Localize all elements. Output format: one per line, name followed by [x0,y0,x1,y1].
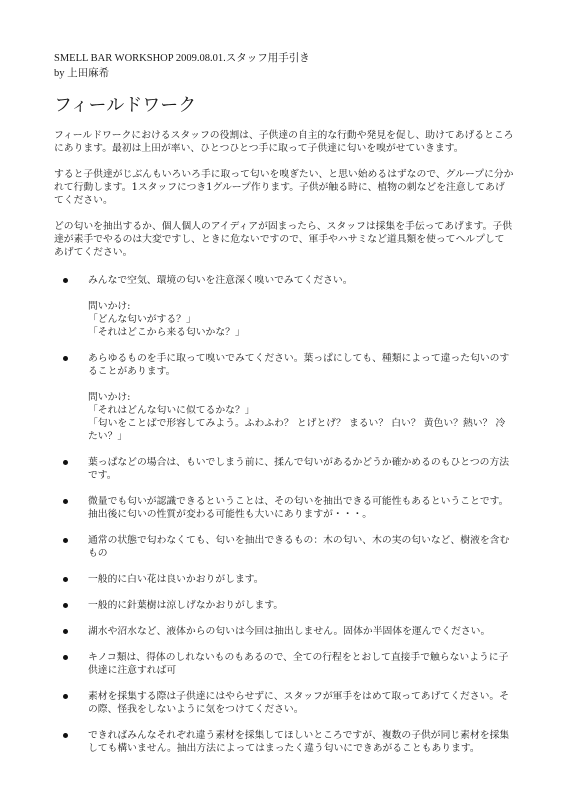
bullet-icon [63,538,68,543]
bullet-icon [63,577,68,582]
list-item [54,651,514,677]
list-item [54,599,514,612]
list-item-text: みんなで空気、環境の匂いを注意深く嗅いでみてください。 [88,275,353,286]
list-item-text: 素材を採集する際は子供達にはやらせずに、スタッフが軍手をはめて取ってあげてください。その際、怪我をしないように気をつけてください。 [88,691,509,715]
question-line: 「それはどこから来る匂いかな？」 [88,327,245,338]
bullet-icon [63,356,68,361]
list-item-text: 一般的に白い花は良いかおりがします。 [88,574,264,585]
question-label: 問いかけ: [88,392,131,403]
list-item [54,573,514,586]
list-item [54,495,514,521]
intro-paragraphs [54,129,514,272]
bullet-icon [63,629,68,634]
list-item-text: あらゆるものを手に取って嗅いでみてください。葉っぱにしても、種類によって違った匂いのすることがあります。 [88,353,510,377]
list-item-text: 湖水や沼水など、液体からの匂いは今回は抽出しません。固体か半固体を運んでください。 [88,626,491,637]
bullet-icon [63,733,68,738]
list-item [54,729,514,755]
section-title: フィールドワーク [54,95,197,116]
bullet-icon [63,694,68,699]
bullet-icon [63,460,68,465]
question-line: 「それはどんな匂いに似てるかな？」 [88,405,255,416]
list-item-text: キノコ類は、得体のしれないものもあるので、全ての行程をとおして直接手で触らないように子供達に注意すれば可 [88,652,509,676]
paragraph-grouping: すると子供達がじぶんもいろいろ手に取って匂いを嗅ぎたい、と思い始めるはずなので、グループに分かれて行動します。1スタッフにつき1グループ作ります。子供が触る時に、植物の刺などを注意してあげてください。 [54,169,514,206]
question-line: 「どんな匂いがする？」 [88,314,196,325]
bullet-icon [63,603,68,608]
list-item-text: 微量でも匂いが認識できるということは、その匂いを抽出できる可能性もあるということです。抽出後に匂いの性質が変わる可能性も大いにありますが・・・。 [88,496,509,520]
question-line: 「匂いをことばで形容してみよう。ふわふわ？ とげとげ？ まるい？ 白い？ 黄色い？熱い？ 冷たい？」 [88,418,506,442]
list-item-text: できればみんなそれぞれ違う素材を採集してほしいところですが、複数の子供が同じ素材を採集しても構いません。抽出方法によってはまったく違う匂いにできあがることもあります。 [88,730,510,754]
list-item [54,625,514,638]
list-item-text: 通常の状態で匂わなくても、匂いを抽出できるもの：木の匂い、木の実の匂いなど、樹液を含むもの [88,535,510,559]
question-block [88,300,514,339]
paragraph-collection-help: どの匂いを抽出するか、個人個人のアイディアが固まったら、スタッフは採集を手伝ってあげます。子供達が素手でやるのは大変ですし、ときに危ないですので、軍手やハサミなど道具類を使ってヘルプしてあげてください。 [54,221,513,258]
list-item [54,352,514,443]
list-item [54,456,514,482]
question-label: 問いかけ: [88,301,131,312]
list-item-text: 一般的に針葉樹は涼しげなかおりがします。 [88,600,284,611]
paragraph-staff-role: フィールドワークにおけるスタッフの役割は、子供達の自主的な行動や発見を促し、助けてあげるところにあります。最初は上田が率い、ひとつひとつ手に取って子供達に匂いを嗅がせていきます。 [54,130,514,154]
question-block [88,391,514,443]
list-item [54,534,514,560]
bullet-icon [63,278,68,283]
bullet-icon [63,655,68,660]
tips-list [54,274,514,768]
list-item [54,274,514,339]
list-item [54,690,514,716]
header-workshop-line: SMELL BAR WORKSHOP 2009.08.01.スタッフ用手引き [54,53,310,64]
document-header [54,51,514,81]
bullet-icon [63,499,68,504]
list-item-text: 葉っぱなどの場合は、もいでしまう前に、揉んで匂いがあるかどうか確かめるのもひとつの方法です。 [88,457,510,481]
header-author-line: by 上田麻希 [54,68,110,79]
